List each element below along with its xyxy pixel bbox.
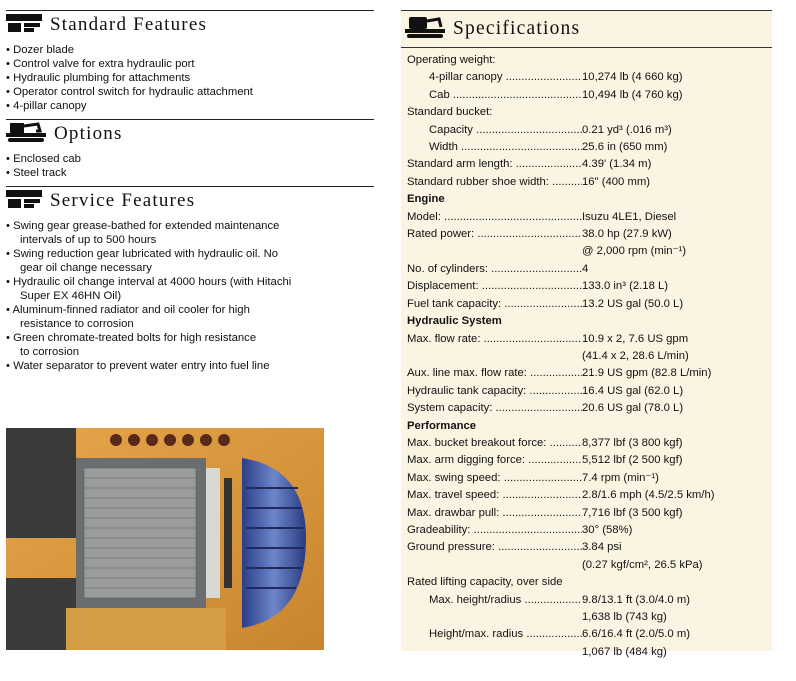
spec-value: (41.4 x 2, 28.6 L/min) <box>582 349 689 362</box>
spec-value: 30° (58%) <box>582 523 633 536</box>
spec-row <box>407 383 772 400</box>
spec-row <box>407 156 772 173</box>
list-item: • Green chromate-treated bolts for high resistance to corrosion <box>6 331 374 359</box>
spec-label: Capacity ..... <box>407 122 582 139</box>
excavator-logo-icon <box>405 15 445 44</box>
spec-label: Max. height/radius ..... <box>407 592 582 609</box>
spec-row <box>407 209 772 226</box>
spec-subheading: Performance <box>407 419 477 432</box>
list-item-text: Water separator to prevent water entry into fuel line <box>13 360 270 372</box>
list-item: • Swing reduction gear lubricated with hydraulic oil. No gear oil change necessary <box>6 247 374 275</box>
list-item-text: Steel track <box>13 167 67 179</box>
section-title: Standard Features <box>50 14 208 35</box>
left-column <box>6 10 374 379</box>
spec-row <box>407 122 772 139</box>
spec-row <box>407 522 772 539</box>
spec-value: 4.39' (1.34 m) <box>582 158 652 171</box>
spec-label: Ground pressure: ..... <box>407 539 582 556</box>
spec-value: 0.21 yd³ (.016 m³) <box>582 123 672 136</box>
list-item: • Aluminum-finned radiator and oil cooler for high resistance to corrosion <box>6 303 374 331</box>
spec-label: Standard arm length: ..... <box>407 156 582 173</box>
spec-list <box>401 52 772 661</box>
spec-value: 1,067 lb (484 kg) <box>582 645 667 658</box>
spec-row <box>407 104 772 121</box>
spec-subheading: Hydraulic System <box>407 315 502 328</box>
list-item: • Dozer blade <box>6 44 75 56</box>
spec-label: Height/max. radius ..... <box>407 626 582 643</box>
spec-row <box>407 365 772 382</box>
spec-value: @ 2,000 rpm (min⁻¹) <box>582 245 687 258</box>
list-item: • Enclosed cab <box>6 153 81 165</box>
spec-value: Isuzu 4LE1, Diesel <box>582 210 677 223</box>
service-features-header <box>6 187 374 215</box>
list-item: • Operator control switch for hydraulic attachment <box>6 86 253 98</box>
list-item-text: Hydraulic plumbing for attachments <box>13 72 191 84</box>
list-item-text: Dozer blade <box>13 44 75 56</box>
spec-value: 38.0 hp (27.9 kW) <box>582 228 672 241</box>
spec-subheading: Engine <box>407 193 445 206</box>
spec-label: Hydraulic tank capacity: ..... <box>407 383 582 400</box>
spec-value: 4 <box>582 262 589 275</box>
service-features-list <box>6 219 374 373</box>
spec-row <box>407 609 772 626</box>
spec-row <box>407 435 772 452</box>
spec-label: Aux. line max. flow rate: ..... <box>407 365 582 382</box>
spec-label: Gradeability: ..... <box>407 522 582 539</box>
spec-label: Width ..... <box>407 139 582 156</box>
standard-features-header <box>6 11 374 39</box>
spec-label: Max. bucket breakout force: ..... <box>407 435 582 452</box>
spec-row <box>407 226 772 243</box>
spec-row <box>407 243 772 260</box>
spec-label: Model: ..... <box>407 209 582 226</box>
section-title: Specifications <box>453 18 581 39</box>
list-item: • Swing gear grease-bathed for extended maintenance intervals of up to 500 hours <box>6 219 374 247</box>
list-item-text: gear oil change necessary <box>20 262 152 274</box>
options-list <box>6 152 374 180</box>
spec-row <box>407 69 772 86</box>
list-item: • 4-pillar canopy <box>6 100 87 112</box>
spec-row <box>407 261 772 278</box>
spec-row <box>407 470 772 487</box>
list-item-text: Operator control switch for hydraulic attachment <box>13 86 253 98</box>
list-item: • Water separator to prevent water entry into fuel line <box>6 360 270 372</box>
spec-label: Rated lifting capacity, over side <box>407 576 563 589</box>
specifications-header <box>401 11 772 47</box>
specifications-panel <box>401 10 772 658</box>
spec-row <box>407 400 772 417</box>
spec-label: Standard rubber shoe width: ..... <box>407 174 582 191</box>
list-item-text: resistance to corrosion <box>20 318 134 330</box>
spec-row <box>407 505 772 522</box>
spec-value: 16" (400 mm) <box>582 175 651 188</box>
spec-value: 9.8/13.1 ft (3.0/4.0 m) <box>582 593 691 606</box>
spec-label: Max. swing speed: ..... <box>407 470 582 487</box>
spec-label: Max. flow rate: ..... <box>407 331 582 348</box>
list-item-text: Hydraulic oil change interval at 4000 hours (with Hitachi <box>13 276 292 288</box>
list-item: • Control valve for extra hydraulic port <box>6 58 195 70</box>
spec-value: 8,377 lbf (3 800 kgf) <box>582 436 683 449</box>
list-item-text: 4-pillar canopy <box>13 100 87 112</box>
spec-label: No. of cylinders: ..... <box>407 261 582 278</box>
spec-label: Operating weight: <box>407 54 496 66</box>
spec-row <box>407 644 772 661</box>
spec-row <box>407 348 772 365</box>
spec-row <box>407 174 772 191</box>
spec-value: 133.0 in³ (2.18 L) <box>582 280 669 293</box>
spec-label: Rated power: ..... <box>407 226 582 243</box>
spec-label: Displacement: ..... <box>407 278 582 295</box>
list-item-text: Super EX 46HN Oil) <box>20 290 122 302</box>
spec-label: Fuel tank capacity: ..... <box>407 296 582 313</box>
spec-row <box>407 592 772 609</box>
list-item-text: to corrosion <box>20 346 80 358</box>
spec-row <box>407 626 772 643</box>
spec-value: 25.6 in (650 mm) <box>582 141 668 154</box>
spec-value: 20.6 US gal (78.0 L) <box>582 402 684 415</box>
excavator-logo-icon <box>6 121 46 148</box>
spec-value: 10,274 lb (4 660 kg) <box>582 71 683 84</box>
list-item-text: intervals of up to 500 hours <box>20 234 157 246</box>
spec-label: Cab ..... <box>407 87 582 104</box>
spec-value: 16.4 US gal (62.0 L) <box>582 384 684 397</box>
spec-row <box>407 487 772 504</box>
spec-row <box>407 87 772 104</box>
spec-value: 7,716 lbf (3 500 kgf) <box>582 506 683 519</box>
spec-value: 5,512 lbf (2 500 kgf) <box>582 454 683 467</box>
spec-label: Max. travel speed: ..... <box>407 487 582 504</box>
spec-row <box>407 539 772 556</box>
spec-label: 4-pillar canopy ..... <box>407 69 582 86</box>
spec-row <box>407 296 772 313</box>
spec-row <box>407 574 772 591</box>
spec-value: 2.8/1.6 mph (4.5/2.5 km/h) <box>582 489 715 502</box>
list-item-text: Swing gear grease-bathed for extended maintenance <box>13 220 280 232</box>
list-item-text: Green chromate-treated bolts for high resistance <box>13 332 257 344</box>
standard-features-list <box>6 43 374 113</box>
list-item-text: Aluminum-finned radiator and oil cooler for high <box>12 304 250 316</box>
sf-logo-icon <box>6 12 42 39</box>
spec-value: 21.9 US gpm (82.8 L/min) <box>582 367 712 380</box>
spec-value: 1,638 lb (743 kg) <box>582 611 667 623</box>
spec-value: 3.84 psi <box>582 541 622 554</box>
engine-compartment-photo <box>6 428 324 650</box>
section-title: Service Features <box>50 190 196 211</box>
spec-value: 10,494 lb (4 760 kg) <box>582 88 683 101</box>
spec-label: Standard bucket: <box>407 106 493 119</box>
spec-row <box>407 278 772 295</box>
section-title: Options <box>54 123 123 144</box>
spec-value: 7.4 rpm (min⁻¹) <box>582 471 659 484</box>
spec-value: 6.6/16.4 ft (2.0/5.0 m) <box>582 628 691 641</box>
options-header <box>6 120 374 148</box>
spec-label: Max. arm digging force: ..... <box>407 452 582 469</box>
divider <box>401 47 772 48</box>
spec-row <box>407 331 772 348</box>
spec-value: 13.2 US gal (50.0 L) <box>582 297 684 310</box>
spec-label: System capacity: ..... <box>407 400 582 417</box>
list-item-text: Control valve for extra hydraulic port <box>13 58 195 70</box>
sf-logo-icon <box>6 188 42 215</box>
list-item-text: Swing reduction gear lubricated with hydraulic oil. No <box>13 248 279 260</box>
spec-row <box>407 52 772 69</box>
list-item: • Steel track <box>6 167 67 179</box>
spec-row <box>407 452 772 469</box>
spec-label: Max. drawbar pull: ..... <box>407 505 582 522</box>
spec-row <box>407 557 772 574</box>
spec-value: (0.27 kgf/cm², 26.5 kPa) <box>582 558 703 571</box>
spec-row <box>407 139 772 156</box>
list-item: • Hydraulic oil change interval at 4000 hours (with Hitachi Super EX 46HN Oil) <box>6 275 374 303</box>
spec-value: 10.9 x 2, 7.6 US gpm <box>582 332 689 345</box>
list-item: • Hydraulic plumbing for attachments <box>6 72 191 84</box>
list-item-text: Enclosed cab <box>13 153 81 165</box>
